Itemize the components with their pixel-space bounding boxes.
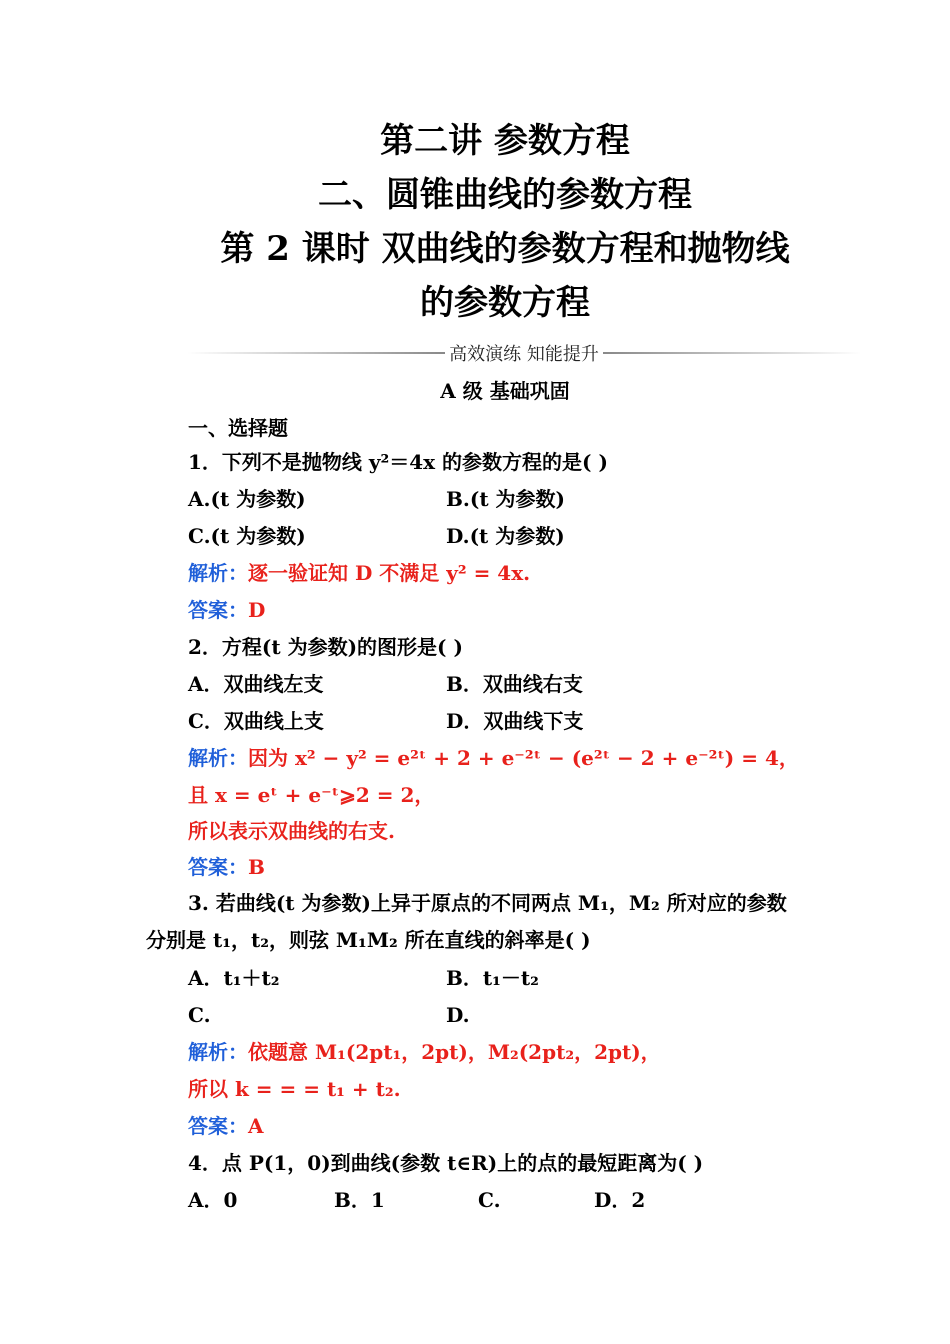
q3-analysis: [188, 1042, 661, 1062]
q2-answer: [188, 857, 265, 877]
banner-rule-right: [603, 352, 860, 354]
q3-option-c: C.: [188, 1003, 211, 1027]
q3-analysis-line2: 所以 k = = = t₁ + t₂.: [188, 1077, 401, 1101]
q2-analysis-line1: 因为 x² − y² = e²ᵗ + 2 + e⁻²ᵗ − (e²ᵗ − 2 + e⁻²ᵗ) = 4，: [248, 746, 799, 770]
section-heading: 一、选择题: [188, 416, 288, 440]
lesson-title: 第 2 课时 双曲线的参数方程和抛物线: [220, 229, 790, 269]
q2-analysis: [188, 748, 799, 768]
banner-rule-left: [188, 352, 445, 354]
lesson-title-cont: 的参数方程: [420, 283, 590, 323]
q1-option-b: B.(t 为参数): [446, 487, 565, 511]
chapter-title: 第二讲 参数方程: [380, 121, 630, 161]
q1-option-c: C.(t 为参数): [188, 524, 306, 548]
answer-label: 答案：: [188, 598, 248, 622]
answer-label: 答案：: [188, 855, 248, 879]
q1-answer: [188, 600, 265, 620]
q3-stem-line1: 3. 若曲线(t 为参数)上异于原点的不同两点 M₁，M₂ 所对应的参数: [188, 891, 787, 915]
q4-option-c: C.: [478, 1188, 501, 1212]
q1-option-a: A.(t 为参数): [188, 487, 306, 511]
q1-analysis-text: 逐一验证知 D 不满足 y² = 4x.: [248, 561, 531, 585]
banner-text: 高效演练 知能提升: [449, 344, 599, 365]
q2-answer-value: B: [248, 855, 265, 879]
q4-stem: 4．点 P(1，0)到曲线(参数 t∈R)上的点的最短距离为( ): [188, 1151, 704, 1175]
q1-option-d: D.(t 为参数): [446, 524, 565, 548]
q4-option-b: B．1: [334, 1188, 385, 1212]
practice-banner: [188, 340, 860, 366]
q3-option-d: D.: [446, 1003, 470, 1027]
q2-option-a: A．双曲线左支: [188, 672, 324, 696]
q2-stem: 2．方程(t 为参数)的图形是( ): [188, 635, 463, 659]
level-heading: A 级 基础巩固: [440, 379, 570, 403]
q3-answer: [188, 1116, 264, 1136]
q3-stem-line2: 分别是 t₁，t₂，则弦 M₁M₂ 所在直线的斜率是( ): [146, 928, 591, 952]
q4-option-d: D．2: [594, 1188, 646, 1212]
analysis-label: 解析：: [188, 746, 248, 770]
q2-analysis-line2: 且 x = eᵗ + e⁻ᵗ⩾2 = 2，: [188, 783, 435, 807]
q1-answer-value: D: [248, 598, 266, 622]
q1-stem: 1．下列不是抛物线 y²＝4x 的参数方程的是( ): [188, 450, 608, 474]
q2-analysis-line3: 所以表示双曲线的右支.: [188, 819, 395, 843]
q2-option-b: B．双曲线右支: [446, 672, 583, 696]
q4-option-a: A．0: [188, 1188, 238, 1212]
q3-option-a: A．t₁＋t₂: [188, 966, 280, 990]
q2-option-c: C．双曲线上支: [188, 709, 324, 733]
analysis-label: 解析：: [188, 561, 248, 585]
q3-option-b: B．t₁－t₂: [446, 966, 539, 990]
q3-analysis-line1: 依题意 M₁(2pt₁，2pt)，M₂(2pt₂，2pt)，: [248, 1040, 661, 1064]
q3-answer-value: A: [248, 1114, 264, 1138]
q1-analysis: [188, 563, 530, 583]
q2-option-d: D．双曲线下支: [446, 709, 584, 733]
analysis-label: 解析：: [188, 1040, 248, 1064]
section-title: 二、圆锥曲线的参数方程: [318, 175, 692, 215]
answer-label: 答案：: [188, 1114, 248, 1138]
